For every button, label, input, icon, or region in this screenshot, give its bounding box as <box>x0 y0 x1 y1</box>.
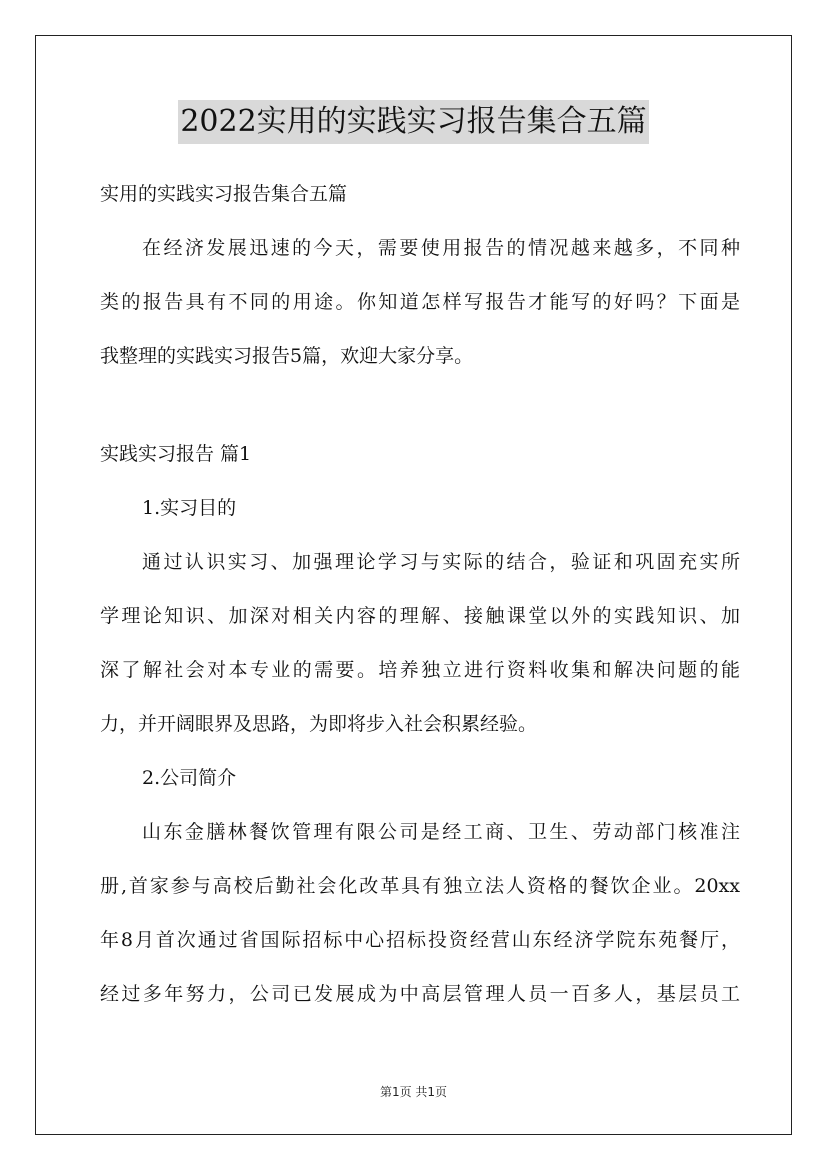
paragraph-line: 深了解社会对本专业的需要。培养独立进行资料收集和解决问题的能 <box>100 659 740 681</box>
title-container <box>0 100 827 144</box>
paragraph-line: 经过多年努力，公司已发展成为中高层管理人员一百多人，基层员工 <box>100 983 740 1005</box>
document-body <box>100 170 740 1024</box>
subsection-heading: 1.实习目的 <box>142 497 237 519</box>
paragraph-line: 我整理的实践实习报告5篇，欢迎大家分享。 <box>100 345 474 367</box>
paragraph-line: 类的报告具有不同的用途。你知道怎样写报告才能写的好吗？下面是 <box>100 291 740 313</box>
paragraph-gap <box>100 386 740 430</box>
subtitle-line: 实用的实践实习报告集合五篇 <box>100 183 348 205</box>
paragraph-line: 山东金膳林餐饮管理有限公司是经工商、卫生、劳动部门核准注 <box>142 821 740 843</box>
paragraph-line: 学理论知识、加深对相关内容的理解、接触课堂以外的实践知识、加 <box>100 605 740 627</box>
paragraph-line: 册,首家参与高校后勤社会化改革具有独立法人资格的餐饮企业。20xx <box>100 875 740 897</box>
paragraph-line: 力，并开阔眼界及思路，为即将步入社会积累经验。 <box>100 713 538 735</box>
paragraph-line: 通过认识实习、加强理论学习与实际的结合，验证和巩固充实所 <box>142 551 740 573</box>
subsection-heading: 2.公司简介 <box>142 767 237 789</box>
page-footer: 第1页 共1页 <box>379 1085 448 1099</box>
section-heading: 实践实习报告 篇1 <box>100 443 252 465</box>
paragraph-line: 年8月首次通过省国际招标中心招标投资经营山东经济学院东苑餐厅， <box>100 929 740 951</box>
paragraph-line: 在经济发展迅速的今天，需要使用报告的情况越来越多，不同种 <box>142 237 740 259</box>
document-title: 2022实用的实践实习报告集合五篇 <box>178 100 648 144</box>
